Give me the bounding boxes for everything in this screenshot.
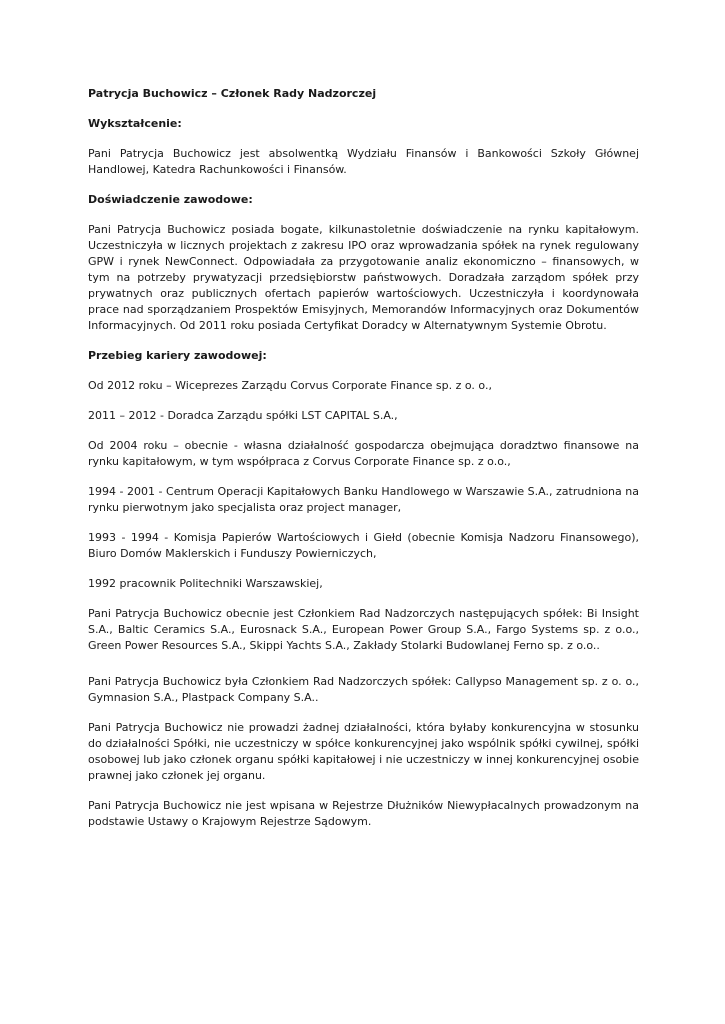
document-page xyxy=(88,86,639,844)
document-title: Patrycja Buchowicz – Członek Rady Nadzorczej xyxy=(88,87,377,100)
career-item-2011: 2011 – 2012 - Doradca Zarządu spółki LST CAPITAL S.A., xyxy=(88,409,398,422)
experience-heading: Doświadczenie zawodowe: xyxy=(88,193,253,206)
non-compete-text: Pani Patrycja Buchowicz nie prowadzi żadnej działalności, która byłaby konkurencyjna w stosunku do działalności Spółki, nie uczestniczy w spółce konkurencyjnej jako wspólnik spółki cywilnej, spółki osobowej lub jako członek organu spółki kapitałowej i nie uczestniczy w innej konkurencyjnej osobie prawnej jako członek jej organu. xyxy=(88,721,639,782)
career-item-2004: Od 2004 roku – obecnie - własna działalność gospodarcza obejmująca doradztwo finansowe na rynku kapitałowym, w tym współpraca z Corvus Corporate Finance sp. z o.o., xyxy=(88,439,639,468)
career-item-1992: 1992 pracownik Politechniki Warszawskiej, xyxy=(88,577,323,590)
education-text: Pani Patrycja Buchowicz jest absolwentką Wydziału Finansów i Bankowości Szkoły Głównej Handlowej, Katedra Rachunkowości i Finansów. xyxy=(88,147,639,176)
education-heading: Wykształcenie: xyxy=(88,117,182,130)
experience-text: Pani Patrycja Buchowicz posiada bogate, kilkunastoletnie doświadczenie na rynku kapitałowym. Uczestniczyła w licznych projektach z zakresu IPO oraz wprowadzania spółek na rynek regulowany GPW i rynek NewConnect. Odpowiadała za przygotowanie analiz ekonomiczno – finansowych, w tym na potrzeby prywatyzacji przedsiębiorstw państwowych. Doradzała zarządom spółek przy prywatnych oraz publicznych ofertach papierów wartościowych. Uczestniczyła i koordynowała prace nad sporządzaniem Prospektów Emisyjnych, Memorandów Informacyjnych oraz Dokumentów Informacyjnych. Od 2011 roku posiada Certyfikat Doradcy w Alternatywnym Systemie Obrotu. xyxy=(88,223,639,332)
debtors-register-text: Pani Patrycja Buchowicz nie jest wpisana w Rejestrze Dłużników Niewypłacalnych prowadzonym na podstawie Ustawy o Krajowym Rejestrze Sądowym. xyxy=(88,799,639,828)
career-heading: Przebieg kariery zawodowej: xyxy=(88,349,267,362)
career-item-2012: Od 2012 roku – Wiceprezes Zarządu Corvus Corporate Finance sp. z o. o., xyxy=(88,379,492,392)
current-boards-text: Pani Patrycja Buchowicz obecnie jest Członkiem Rad Nadzorczych następujących spółek: Bi Insight S.A., Baltic Ceramics S.A., Eurosnack S.A., European Power Group S.A., Fargo Systems sp. z o.o., Green Power Resources S.A., Skippi Yachts S.A., Zakłady Stolarki Budowlanej Ferno sp. z o.o.. xyxy=(88,607,639,652)
career-item-1993: 1993 - 1994 - Komisja Papierów Wartościowych i Giełd (obecnie Komisja Nadzoru Finansowego), Biuro Domów Maklerskich i Funduszy Powierniczych, xyxy=(88,531,639,560)
career-item-1994: 1994 - 2001 - Centrum Operacji Kapitałowych Banku Handlowego w Warszawie S.A., zatrudniona na rynku pierwotnym jako specjalista oraz project manager, xyxy=(88,485,639,514)
past-boards-text: Pani Patrycja Buchowicz była Członkiem Rad Nadzorczych spółek: Callypso Management sp. z o. o., Gymnasion S.A., Plastpack Company S.A.. xyxy=(88,675,639,704)
